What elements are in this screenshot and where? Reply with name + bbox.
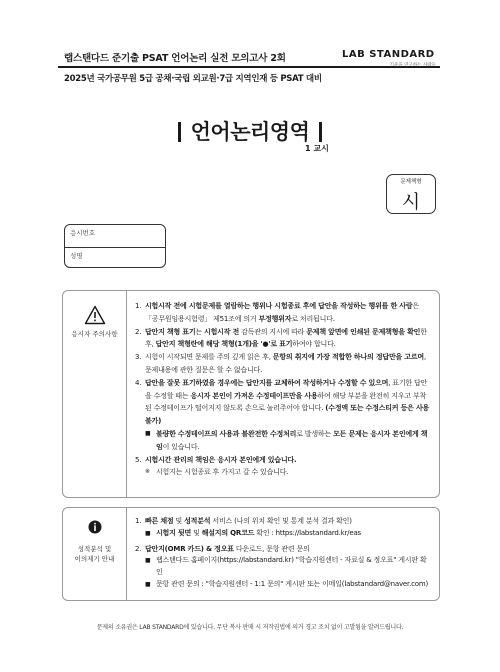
- subject-title-text: 언어논리영역: [190, 120, 310, 144]
- title-bar-right: [319, 122, 322, 142]
- notice-item: 5. 시험시간 관리의 책임은 응시자 본인에게 있습니다.: [135, 455, 297, 464]
- logo-wordmark: LAB STANDARD: [342, 49, 435, 60]
- notice-side: [63, 291, 127, 497]
- notice-item: 2. 답안지 책형 표기는 시험시작 전 감독관의 지시에 따라 문제책 앞면에 인쇄된 문제책형을 확인한 후, 답안지 책형란에 해당 책형(1개)을 '●'로 표기하여야 합니다.: [135, 327, 427, 349]
- info-side-label-2: 이의제기 안내: [74, 555, 115, 563]
- notice-item: 4. 답안을 잘못 표기하였을 경우에는 답안지를 교체하여 작성하거나 수정할 수 있으며, 표기한 답안을 수정할 때는 응시자 본인이 가져온 수정테이프만을 사용하여 해당 부분을 완전히 지우고 부착된 수정테이프가 떨어지지 않도록 손으로 눌러주어야 합니다. (수정액 또는 수정스티커 등은 사용 불가): [135, 378, 430, 426]
- contact-link[interactable]: 문항 관련 문의 : "학습지원센터 - 1:1 문의" 게시판 또는 이메일(labstandard@naver.com): [156, 579, 428, 588]
- notice-panel: [62, 290, 440, 498]
- info-icon: [88, 520, 102, 534]
- name-field[interactable]: 성명: [65, 247, 165, 268]
- notice-item: 3. 시험이 시작되면 문제를 주의 깊게 읽은 후, 문항의 취지에 가장 적합한 하나의 정답만을 고르며, 문제내용에 관한 질문은 할 수 없습니다.: [135, 353, 427, 374]
- copyright-footer: 문제의 소유권은 LAB STANDARD에 있습니다. 무단 복사 판매 시 저작권법에 의거 경고 조치 없이 고발됨을 알려드립니다.: [96, 624, 404, 631]
- exam-number-field[interactable]: 응시번호: [70, 229, 96, 237]
- session-label: 1 교시: [305, 144, 329, 153]
- subject-title: [160, 116, 340, 146]
- homepage-link[interactable]: 랩스탠다드 홈페이지(https://labstandard.kr) "학습지원센터 - 자료실 & 정오표" 게시판 확인: [156, 556, 427, 577]
- eas-link[interactable]: 확인 : https://labstandard.kr/eas: [254, 528, 361, 537]
- header-subtitle: 2025년 국가공무원 5급 공채·국립 외교원·7급 지역인재 등 PSAT 대비: [64, 74, 322, 84]
- header-title: 랩스탠다드 준기출 PSAT 언어논리 실전 모의고사 2회: [64, 53, 286, 64]
- info-side: [63, 508, 127, 600]
- title-bar-left: [178, 122, 181, 142]
- info-sub-item: ■ 시험지 뒷면 및 해설지의 QR코드 확인 : https://labstandard.kr/eas: [135, 528, 431, 540]
- candidate-id-box: [64, 224, 166, 268]
- logo-tagline: 기준을 연구하는 사람들: [389, 63, 436, 68]
- notice-body: [135, 300, 431, 479]
- info-panel: [62, 507, 440, 601]
- warning-icon: [84, 305, 106, 325]
- square-bullet-icon: ■: [145, 529, 151, 537]
- notice-side-label: 응시자 주의사항: [71, 330, 118, 338]
- info-item: 1. 빠른 채점 및 성적분석 서비스 (나의 위치 확인 및 통계 분석 결과 확인): [135, 517, 352, 525]
- brand-logo: [342, 49, 442, 69]
- square-bullet-icon: ■: [145, 429, 151, 437]
- square-bullet-icon: ■: [145, 580, 151, 588]
- notice-sub-item: ※ 시험지는 시험종료 후 가지고 갈 수 있습니다.: [135, 466, 431, 479]
- square-bullet-icon: ■: [145, 557, 151, 565]
- info-sub-item: [135, 555, 431, 579]
- notice-item: 1. 시험시작 전에 시험문제를 열람하는 행위나 시험종료 후에 답안을 작성하는 행위를 한 사람은 「공무원임용시험령」 제51조에 의거 부정행위자로 처리됩니다.: [135, 302, 419, 323]
- reference-mark: ※: [145, 468, 150, 476]
- notice-sub-item: ■ 불량한 수정테이프의 사용과 불완전한 수정처리로 발생하는 모든 문제는 응시자 본인에게 책임이 있습니다.: [145, 429, 428, 451]
- booklet-type-value: 시: [401, 191, 421, 213]
- booklet-type-box: [386, 174, 436, 214]
- info-item: 2. 답안지(OMR 카드) & 정오표 다운로드, 문항 관련 문의: [135, 544, 310, 553]
- info-sub-item: [135, 579, 431, 591]
- info-side-label-1: 성적분석 및: [77, 545, 112, 553]
- info-body: [135, 516, 431, 591]
- booklet-type-label: 문제책형: [400, 179, 422, 185]
